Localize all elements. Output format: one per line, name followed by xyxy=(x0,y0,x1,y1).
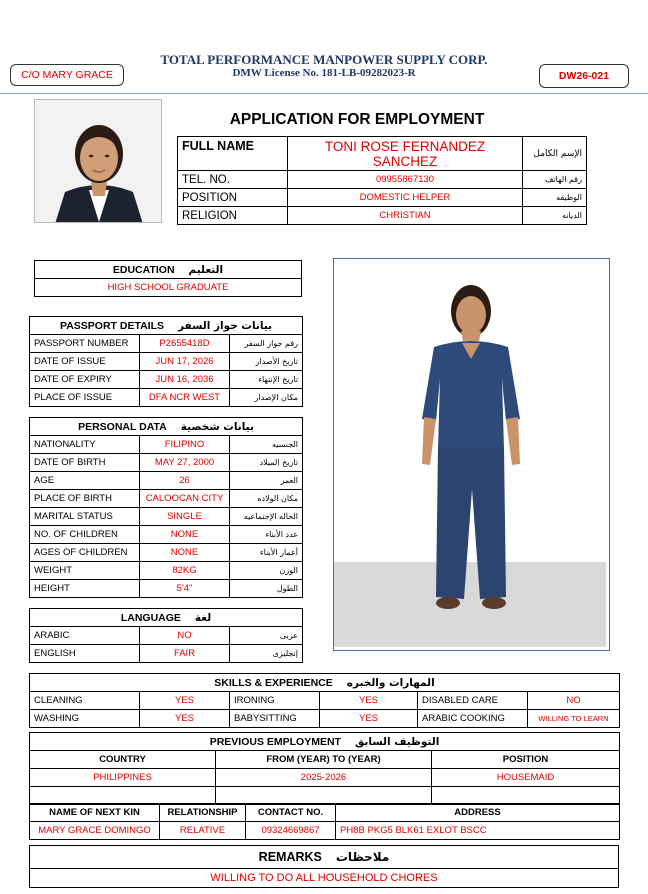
skill-value: YES xyxy=(320,692,418,710)
row-label: WEIGHT xyxy=(30,562,140,580)
remarks-header: REMARKS ملاحظات xyxy=(30,846,619,869)
row-label: HEIGHT xyxy=(30,580,140,598)
table-row xyxy=(30,526,303,544)
row-arabic: عربى xyxy=(230,627,303,645)
col-period: FROM (YEAR) TO (YEAR) xyxy=(216,751,432,769)
row-value: 26 xyxy=(140,472,230,490)
row-label: DATE OF BIRTH xyxy=(30,454,140,472)
language-rows xyxy=(30,627,303,663)
personal-data-table xyxy=(29,417,303,598)
table-row xyxy=(30,580,303,598)
reference-code-badge: DW26-021 xyxy=(539,64,629,88)
education-value: HIGH SCHOOL GRADUATE xyxy=(35,279,302,297)
row-arabic: رقم جواز السفر xyxy=(230,335,303,353)
education-table xyxy=(34,260,302,297)
identity-table xyxy=(177,136,587,225)
remarks-table xyxy=(29,845,619,888)
religion-label: RELIGION xyxy=(178,207,288,225)
company-name: TOTAL PERFORMANCE MANPOWER SUPPLY CORP. xyxy=(160,52,488,67)
row-value: CALOOCAN CITY xyxy=(140,490,230,508)
skill-label: IRONING xyxy=(230,692,320,710)
passport-table xyxy=(29,316,303,407)
skill-label: CLEANING xyxy=(30,692,140,710)
previous-employment-header: PREVIOUS EMPLOYMENT التوظيف السابق xyxy=(30,733,620,751)
row-value: FAIR xyxy=(140,645,230,663)
row-arabic: مكان الإصدار xyxy=(230,389,303,407)
row-label: PASSPORT NUMBER xyxy=(30,335,140,353)
table-row xyxy=(30,454,303,472)
passport-header: PASSPORT DETAILS بيانات جواز السفر xyxy=(30,317,303,335)
previous-position: HOUSEMAID xyxy=(432,769,620,787)
religion-arabic: الديانه xyxy=(523,207,587,225)
row-arabic: عدد الأبناء xyxy=(230,526,303,544)
next-kin-name: MARY GRACE DOMINGO xyxy=(30,822,160,840)
skills-table xyxy=(29,673,620,728)
row-value: P2655418D xyxy=(140,335,230,353)
tel-value: 09955867130 xyxy=(288,171,523,189)
row-arabic: الوزن xyxy=(230,562,303,580)
row-value: SINGLE xyxy=(140,508,230,526)
next-kin-contact: 09324669867 xyxy=(246,822,336,840)
care-of-badge: C/O MARY GRACE xyxy=(10,64,124,86)
col-address: ADDRESS xyxy=(336,804,620,822)
position-value: DOMESTIC HELPER xyxy=(288,189,523,207)
col-relationship: RELATIONSHIP xyxy=(160,804,246,822)
full-name-value: TONI ROSE FERNANDEZ SANCHEZ xyxy=(288,137,523,171)
row-value: NO xyxy=(140,627,230,645)
table-row xyxy=(30,335,303,353)
table-row xyxy=(30,562,303,580)
row-arabic: العمر xyxy=(230,472,303,490)
full-body-figure-icon xyxy=(334,259,609,650)
table-row xyxy=(30,508,303,526)
table-row xyxy=(30,692,620,710)
skill-value: YES xyxy=(140,710,230,728)
header-divider xyxy=(0,93,648,94)
license-number: DMW License No. 181-LB-09282023-R xyxy=(232,67,416,79)
previous-employment-table xyxy=(29,732,620,805)
table-row xyxy=(30,371,303,389)
col-country: COUNTRY xyxy=(30,751,216,769)
skill-label: WASHING xyxy=(30,710,140,728)
row-value: 82KG xyxy=(140,562,230,580)
table-row xyxy=(30,436,303,454)
skill-value: WILLING TO LEARN xyxy=(528,710,620,728)
education-header: EDUCATION التعليم xyxy=(35,261,302,279)
row-arabic: مكان الولاده xyxy=(230,490,303,508)
row-arabic: تاريخ الميلاد xyxy=(230,454,303,472)
row-arabic: تاريخ الإنتهاء xyxy=(230,371,303,389)
row-label: ENGLISH xyxy=(30,645,140,663)
skill-value: NO xyxy=(528,692,620,710)
tel-label: TEL. NO. xyxy=(178,171,288,189)
table-row xyxy=(30,472,303,490)
row-label: NATIONALITY xyxy=(30,436,140,454)
table-row xyxy=(30,645,303,663)
skills-rows xyxy=(30,692,620,728)
passport-rows xyxy=(30,335,303,407)
skill-label: DISABLED CARE xyxy=(418,692,528,710)
table-row xyxy=(30,389,303,407)
table-row xyxy=(30,710,620,728)
row-label: PLACE OF BIRTH xyxy=(30,490,140,508)
row-arabic: أعمار الأبناء xyxy=(230,544,303,562)
col-contact: CONTACT NO. xyxy=(246,804,336,822)
row-label: AGE xyxy=(30,472,140,490)
tel-arabic: رقم الهاتف xyxy=(523,171,587,189)
row-label: PLACE OF ISSUE xyxy=(30,389,140,407)
language-table xyxy=(29,608,303,663)
row-label: NO. OF CHILDREN xyxy=(30,526,140,544)
table-row xyxy=(30,353,303,371)
row-value: 5'4" xyxy=(140,580,230,598)
row-value: JUN 17, 2026 xyxy=(140,353,230,371)
skill-label: BABYSITTING xyxy=(230,710,320,728)
page-title: APPLICATION FOR EMPLOYMENT xyxy=(229,111,485,128)
row-label: AGES OF CHILDREN xyxy=(30,544,140,562)
personal-data-rows xyxy=(30,436,303,598)
skill-value: YES xyxy=(140,692,230,710)
row-value: MAY 27, 2000 xyxy=(140,454,230,472)
table-row xyxy=(30,544,303,562)
table-row xyxy=(30,490,303,508)
previous-country: PHILIPPINES xyxy=(30,769,216,787)
religion-value: CHRISTIAN xyxy=(288,207,523,225)
row-arabic: الجنسيه xyxy=(230,436,303,454)
row-arabic: تاريخ الأصدار xyxy=(230,353,303,371)
position-label: POSITION xyxy=(178,189,288,207)
next-kin-address: PH8B PKG5 BLK61 EXLOT BSCC xyxy=(336,822,620,840)
row-value: NONE xyxy=(140,526,230,544)
row-arabic: إنجليزى xyxy=(230,645,303,663)
row-value: DFA NCR WEST xyxy=(140,389,230,407)
col-position: POSITION xyxy=(432,751,620,769)
row-label: MARITAL STATUS xyxy=(30,508,140,526)
row-value: JUN 16, 2036 xyxy=(140,371,230,389)
row-arabic: الطول xyxy=(230,580,303,598)
table-row xyxy=(30,627,303,645)
headshot-photo xyxy=(34,99,162,223)
table-row-empty xyxy=(30,787,620,805)
full-body-photo xyxy=(333,258,610,651)
next-kin-relationship: RELATIVE xyxy=(160,822,246,840)
previous-period: 2025-2026 xyxy=(216,769,432,787)
personal-data-header: PERSONAL DATA بيانات شخصية xyxy=(30,418,303,436)
skill-value: YES xyxy=(320,710,418,728)
remarks-value: WILLING TO DO ALL HOUSEHOLD CHORES xyxy=(30,869,619,888)
row-value: NONE xyxy=(140,544,230,562)
full-name-label: FULL NAME xyxy=(178,137,288,171)
language-header: LANGUAGE لغة xyxy=(30,609,303,627)
position-arabic: الوظيفه xyxy=(523,189,587,207)
full-name-arabic: الإسم الكامل xyxy=(523,137,587,171)
row-label: ARABIC xyxy=(30,627,140,645)
row-label: DATE OF ISSUE xyxy=(30,353,140,371)
next-of-kin-table xyxy=(29,803,620,840)
skills-header: SKILLS & EXPERIENCE المهارات والخبره xyxy=(30,674,620,692)
row-value: FILIPINO xyxy=(140,436,230,454)
row-arabic: الحاله الإجتماعيه xyxy=(230,508,303,526)
col-next-kin-name: NAME OF NEXT KIN xyxy=(30,804,160,822)
skill-label: ARABIC COOKING xyxy=(418,710,528,728)
row-label: DATE OF EXPIRY xyxy=(30,371,140,389)
headshot-portrait-icon xyxy=(35,100,162,223)
table-row xyxy=(30,769,620,787)
